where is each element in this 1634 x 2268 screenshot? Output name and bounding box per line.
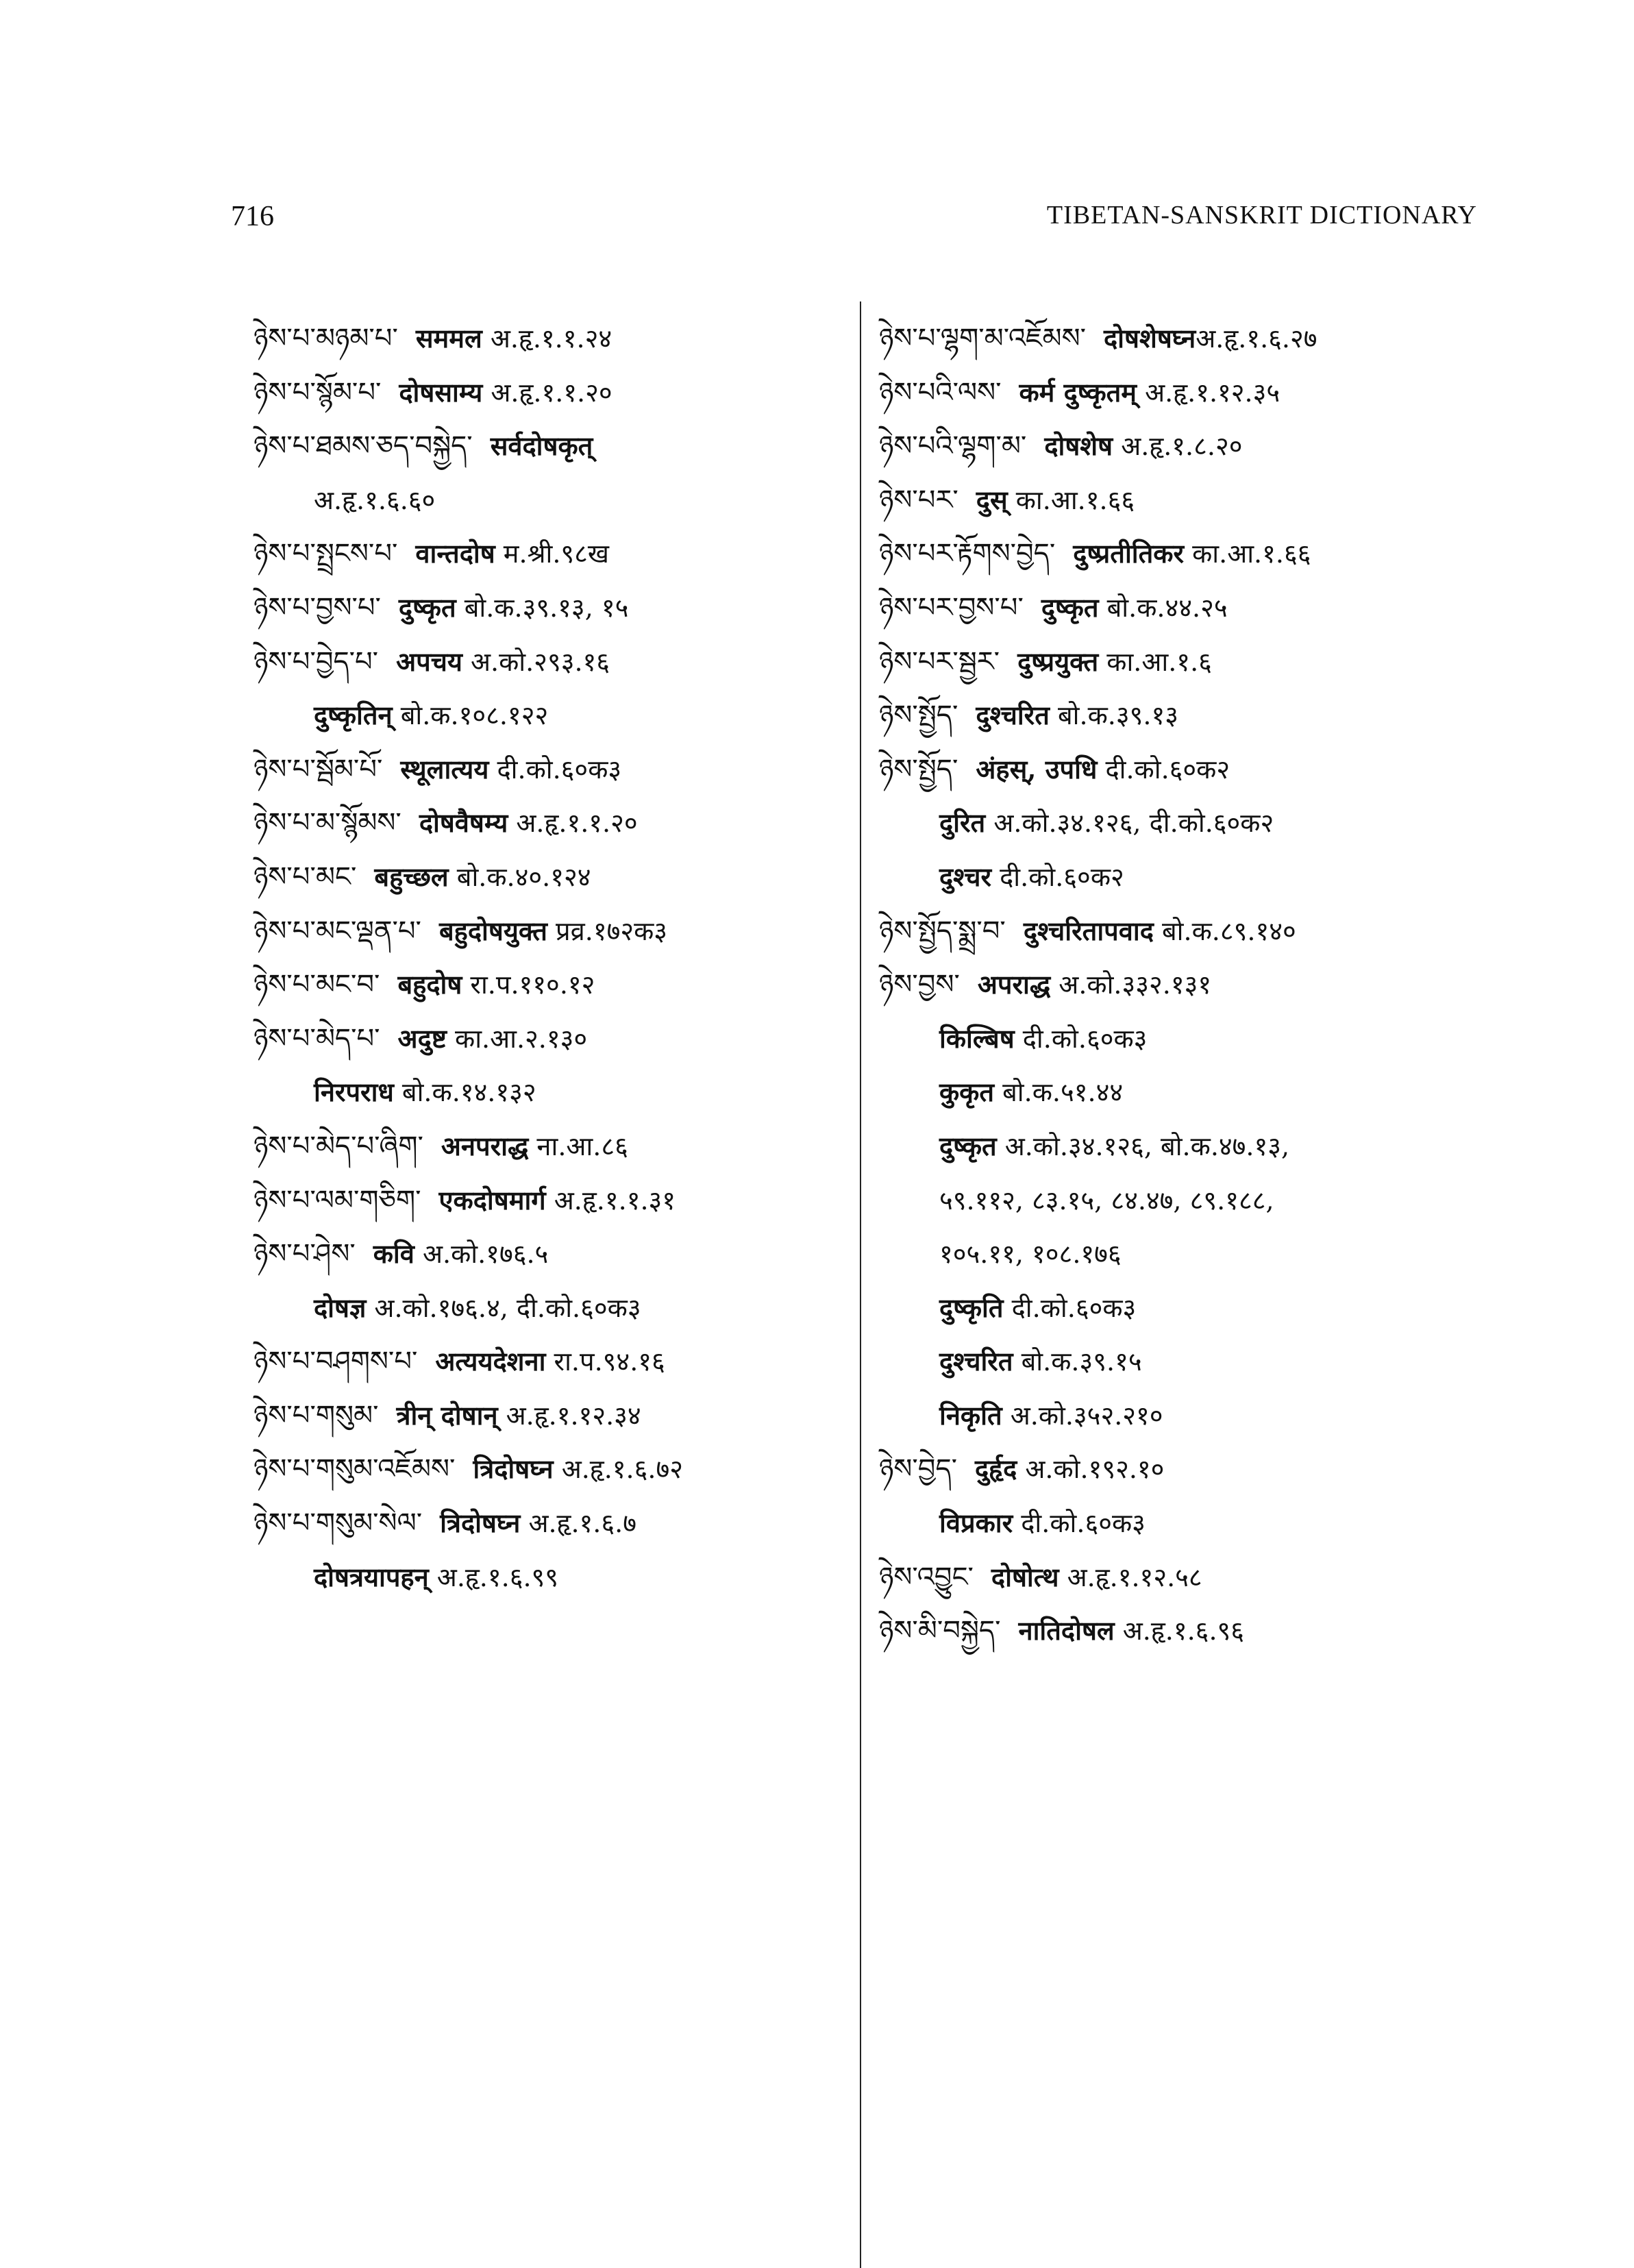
source-reference: बो.क.१४.१३२ — [393, 1077, 536, 1108]
dictionary-entry-line — [879, 1496, 1496, 1551]
tibetan-headword: ཉེས་པ་གསུམ་འཇོམས་ — [253, 1453, 456, 1486]
source-reference: अ.हृ.१.१२.३५ — [1137, 377, 1280, 408]
dictionary-entry-line — [253, 850, 850, 904]
dictionary-entry-line — [253, 366, 850, 420]
sanskrit-equivalent: सममल — [415, 323, 482, 354]
dictionary-entry-line — [879, 1442, 1496, 1496]
dictionary-entry-line — [879, 1335, 1496, 1389]
sanskrit-equivalent: दोषोत्थ — [991, 1561, 1059, 1592]
source-reference: बो.क.३९.१३, १५ — [456, 592, 629, 623]
source-reference: अ.हृ.१.८.२० — [1113, 431, 1243, 462]
dictionary-entry-line — [253, 527, 850, 581]
page-number: 716 — [231, 201, 274, 232]
tibetan-headword: ཉེས་པ་ཐམས་ཅད་བསྐྱེད་ — [253, 430, 473, 463]
dictionary-entry-line — [253, 1389, 850, 1443]
source-reference: बो.क.३९.१५ — [1013, 1346, 1142, 1377]
right-column — [879, 312, 1496, 1658]
source-reference: अ.को.१७६.४, दी.को.६०क३ — [366, 1292, 641, 1323]
tibetan-headword: ཉེས་པའི་ལས་ — [879, 376, 1002, 408]
dictionary-entry-line — [879, 1281, 1496, 1335]
sanskrit-equivalent: दुष्कृत — [939, 1130, 997, 1161]
tibetan-headword: ཉེས་པར་བྱས་པ་ — [879, 591, 1024, 624]
tibetan-headword: ཉེས་པ་མེད་པ་ཞིག་ — [253, 1130, 423, 1162]
tibetan-headword: ཉེས་པ་ལམ་གཅིག་ — [253, 1184, 421, 1216]
tibetan-headword: ཉེས་པར་རྟོགས་བྱེད་ — [879, 538, 1056, 570]
source-reference: अ.को.३५२.२१० — [1002, 1400, 1163, 1431]
dictionary-entry-line — [253, 1335, 850, 1389]
sanskrit-equivalent: निकृति — [939, 1399, 1002, 1431]
source-reference: बो.क.८९.१४० — [1153, 915, 1296, 946]
dictionary-entry-line — [253, 473, 850, 528]
dictionary-entry-line — [253, 1551, 850, 1605]
source-reference: दी.को.६०क२ — [1097, 754, 1230, 785]
dictionary-entry-line — [253, 796, 850, 850]
left-column — [253, 312, 850, 1604]
source-reference: रा.प.९४.१६ — [545, 1346, 665, 1377]
tibetan-headword: ཉེས་པ་གསུམ་ — [253, 1399, 379, 1431]
tibetan-headword: ཉེས་བྱེད་ — [879, 1453, 957, 1486]
sanskrit-equivalent: त्रिदोषघ्न — [440, 1507, 521, 1539]
sanskrit-equivalent: दोषज्ञ — [314, 1292, 367, 1323]
source-reference: दी.को.६०क२ — [991, 861, 1124, 892]
dictionary-entry-line — [879, 527, 1496, 581]
tibetan-headword: ཉེས་བྱས་ — [879, 969, 960, 1001]
source-reference: बो.क.३९.१३ — [1049, 700, 1178, 731]
tibetan-headword: ཉེས་སྤྱོད་ — [879, 700, 958, 732]
sanskrit-equivalent: दुरित — [939, 807, 986, 839]
sanskrit-equivalent: दुष्कृतिन् — [314, 700, 393, 731]
source-reference: का.आ.१.६ — [1098, 646, 1212, 677]
sanskrit-equivalent: दुस् — [976, 484, 1008, 515]
sanskrit-equivalent: दोषसाम्य — [399, 376, 483, 408]
sanskrit-equivalent: कुकृत — [939, 1076, 995, 1108]
dictionary-entry-line — [879, 1012, 1496, 1066]
dictionary-entry-line — [253, 689, 850, 743]
sanskrit-equivalent: दोषशेष — [1044, 430, 1113, 462]
tibetan-headword: ཉེས་པར་ — [879, 484, 958, 516]
sanskrit-equivalent: दुष्प्रयुक्त — [1017, 645, 1099, 677]
source-reference: का.आ.१.६६ — [1184, 539, 1311, 569]
sanskrit-equivalent: कर्म दुष्कृतम् — [1019, 376, 1137, 408]
source-reference: अ.हृ.१.६.९६ — [1114, 1616, 1245, 1647]
dictionary-entry-line — [879, 689, 1496, 743]
dictionary-entry-line — [879, 312, 1496, 366]
dictionary-entry-line — [879, 850, 1496, 904]
dictionary-entry-line — [253, 1227, 850, 1281]
sanskrit-equivalent: दुर्हृद — [975, 1453, 1017, 1485]
sanskrit-equivalent: अनपराद्ध — [441, 1130, 529, 1161]
sanskrit-equivalent: अंहस्, उपधि — [976, 753, 1098, 785]
sanskrit-equivalent: विप्रकार — [939, 1507, 1013, 1539]
source-reference: अ.हृ.१.१२.३४ — [497, 1400, 641, 1431]
tibetan-headword: ཉེས་པ་ལྷག་མ་འཇོམས་ — [879, 323, 1086, 354]
source-reference: अ.हृ.१.६.२७ — [1196, 323, 1317, 354]
source-reference: अ.हृ.१.१.२४ — [482, 323, 612, 354]
sanskrit-equivalent: अपचय — [396, 645, 462, 677]
sanskrit-equivalent: दोषवैषम्य — [419, 807, 508, 839]
sanskrit-equivalent: दुष्कृत — [398, 591, 456, 623]
source-reference: बो.क.४०.१२४ — [448, 861, 591, 892]
sanskrit-equivalent: नातिदोषल — [1018, 1615, 1115, 1647]
source-reference: बो.क.५१.४४ — [994, 1077, 1124, 1108]
sanskrit-equivalent: दुश्चर — [939, 861, 992, 892]
sanskrit-equivalent: दुश्चरित — [976, 700, 1050, 731]
source-reference: अ.को.२९३.१६ — [462, 646, 610, 677]
tibetan-headword: ཉེས་པ་སྤྲངས་པ་ — [253, 538, 398, 570]
sanskrit-equivalent: अत्ययदेशना — [435, 1346, 546, 1377]
sanskrit-equivalent: दोषशेषघ्न — [1104, 323, 1196, 354]
dictionary-entry-line — [879, 635, 1496, 689]
tibetan-headword: ཉེས་པ་སྙོམ་པ་ — [253, 376, 382, 408]
sanskrit-equivalent: दुश्चरित — [939, 1346, 1013, 1377]
dictionary-entry-line — [879, 366, 1496, 420]
dictionary-entry-line — [253, 1496, 850, 1551]
dictionary-entry-line — [253, 958, 850, 1012]
sanskrit-equivalent: वान्तदोष — [415, 538, 495, 569]
source-reference: का.आ.२.१३० — [446, 1023, 588, 1054]
sanskrit-equivalent: अदुष्ट — [397, 1022, 447, 1054]
tibetan-headword: ཉེས་པ་མ་སྙོམས་ — [253, 807, 401, 839]
sanskrit-equivalent: दुश्चरितापवाद — [1023, 915, 1154, 946]
dictionary-entry-line — [253, 743, 850, 797]
tibetan-headword: ཉེས་པའི་ལྷག་མ་ — [879, 430, 1027, 463]
column-divider — [860, 301, 861, 2268]
tibetan-headword: ཉེས་པ་མཉམ་པ་ — [253, 323, 398, 354]
source-reference: ना.आ.८६ — [528, 1131, 628, 1161]
source-reference: अ.हृ.१.६.७ — [520, 1508, 636, 1539]
sanskrit-equivalent: त्रिदोषघ्न — [473, 1453, 554, 1485]
dictionary-entry-line — [879, 904, 1496, 959]
dictionary-entry-line — [253, 904, 850, 959]
tibetan-headword: ཉེས་པ་སྦོམ་པོ་ — [253, 753, 383, 785]
dictionary-entry-line — [253, 312, 850, 366]
sanskrit-equivalent: दुष्कृत — [1041, 591, 1099, 623]
dictionary-entry-line — [253, 581, 850, 635]
source-reference: रा.प.११०.१२ — [462, 970, 595, 1000]
tibetan-headword: ཉེས་པ་ཤེས་ — [253, 1238, 356, 1270]
dictionary-entry-line — [879, 1604, 1496, 1658]
dictionary-entry-line — [879, 1065, 1496, 1120]
tibetan-headword: ཉེས་པ་གསུམ་སེལ་ — [253, 1507, 423, 1540]
source-reference: का.आ.१.६६ — [1007, 484, 1135, 515]
dictionary-entry-line — [253, 635, 850, 689]
dictionary-entry-line — [253, 1281, 850, 1335]
dictionary-entry-line — [253, 1065, 850, 1120]
sanskrit-equivalent: बहुच्छल — [374, 861, 449, 892]
source-reference: अ.हृ.१.६.७२ — [553, 1454, 683, 1485]
sanskrit-equivalent: त्रीन् दोषान् — [396, 1399, 498, 1431]
dictionary-entry-line — [879, 796, 1496, 850]
sanskrit-equivalent: दोषत्रयापहन् — [314, 1561, 429, 1592]
dictionary-entry-line — [879, 1120, 1496, 1174]
source-reference: दी.को.६०क३ — [488, 754, 622, 785]
tibetan-headword: ཉེས་པ་བཤགས་པ་ — [253, 1346, 418, 1378]
dictionary-entry-line — [879, 1174, 1496, 1228]
tibetan-headword: ཉེས་པ་མང་བ་ — [253, 969, 380, 1001]
dictionary-entry-line — [253, 1442, 850, 1496]
tibetan-headword: ཉེས་སྤྱོད་སྨྲ་བ་ — [879, 915, 1006, 947]
sanskrit-equivalent: बहुदोषयुक्त — [438, 915, 547, 946]
source-reference: अ.हृ.१.१.२० — [508, 808, 638, 839]
source-reference: अ.को.३४.१२६, बो.क.४७.१३, — [996, 1131, 1290, 1161]
source-reference: अ.हृ.१.६.९९ — [428, 1562, 559, 1592]
sanskrit-equivalent: अपराद्ध — [977, 969, 1051, 1000]
tibetan-headword: ཉེས་པ་མེད་པ་ — [253, 1022, 380, 1055]
dictionary-entry-line — [253, 1012, 850, 1066]
sanskrit-equivalent: निरपराध — [314, 1076, 394, 1108]
source-reference: दी.को.६०क३ — [1013, 1508, 1146, 1539]
dictionary-entry-line — [879, 743, 1496, 797]
source-reference: अ.को.१९२.१० — [1017, 1454, 1165, 1485]
sanskrit-equivalent: बहुदोष — [397, 969, 462, 1000]
sanskrit-equivalent: कवि — [373, 1238, 414, 1270]
dictionary-entry-line — [253, 1120, 850, 1174]
source-reference: म.श्री.९८ख — [495, 539, 610, 569]
source-reference: अ.हृ.१.१२.५८ — [1059, 1562, 1202, 1592]
source-reference: बो.क.१०८.१२२ — [392, 700, 549, 731]
sanskrit-equivalent: सर्वदोषकृत् — [490, 430, 593, 462]
dictionary-entry-line — [879, 1389, 1496, 1443]
dictionary-entry-line — [253, 419, 850, 473]
sanskrit-equivalent: दुष्प्रतीतिकर — [1073, 538, 1185, 569]
source-reference: ५९.११२, ८३.१५, ८४.४७, ८९.१८८, — [939, 1185, 1274, 1216]
source-reference: अ.को.१७६.५ — [414, 1239, 549, 1270]
sanskrit-equivalent: दुष्कृति — [939, 1292, 1004, 1323]
source-reference: बो.क.४४.२५ — [1098, 592, 1228, 623]
source-reference: अ.हृ.१.१.३१ — [545, 1185, 676, 1216]
source-reference: अ.हृ.१.६.६० — [314, 484, 436, 515]
sanskrit-equivalent: स्थूलात्यय — [400, 753, 489, 785]
tibetan-headword: ཉེས་པ་མང་ — [253, 861, 357, 893]
source-reference: अ.हृ.१.१.२० — [482, 377, 612, 408]
tibetan-headword: ཉེས་སྤྱོད་ — [879, 753, 958, 785]
source-reference: अ.को.३३२.१३१ — [1050, 970, 1212, 1000]
tibetan-headword: ཉེས་པ་བྱེད་པ་ — [253, 645, 379, 678]
dictionary-entry-line — [253, 1174, 850, 1228]
tibetan-headword: ཉེས་པ་བྱས་པ་ — [253, 591, 381, 624]
dictionary-entry-line — [879, 419, 1496, 473]
sanskrit-equivalent: किल्बिष — [939, 1022, 1015, 1054]
source-reference: दी.को.६०क३ — [1014, 1023, 1148, 1054]
dictionary-entry-line — [879, 1551, 1496, 1605]
source-reference: १०५.११, १०८.१७६ — [939, 1239, 1122, 1270]
tibetan-headword: ཉེས་མི་བསྐྱེད་ — [879, 1615, 1001, 1647]
sanskrit-equivalent: एकदोषमार्ग — [438, 1184, 546, 1216]
source-reference: दी.को.६०क३ — [1003, 1292, 1137, 1323]
dictionary-entry-line — [879, 1227, 1496, 1281]
running-head: TIBETAN-SANSKRIT DICTIONARY — [1046, 201, 1477, 230]
dictionary-entry-line — [879, 473, 1496, 528]
source-reference: प्रव्र.१७२क३ — [547, 915, 668, 946]
dictionary-entry-line — [879, 581, 1496, 635]
tibetan-headword: ཉེས་པ་མང་ལྡན་པ་ — [253, 915, 421, 947]
dictionary-entry-line — [879, 958, 1496, 1012]
source-reference: अ.को.३४.१२६, दी.को.६०क२ — [985, 808, 1274, 839]
tibetan-headword: ཉེས་འབྱུང་ — [879, 1561, 974, 1593]
tibetan-headword: ཉེས་པར་སྦྱར་ — [879, 645, 1000, 678]
